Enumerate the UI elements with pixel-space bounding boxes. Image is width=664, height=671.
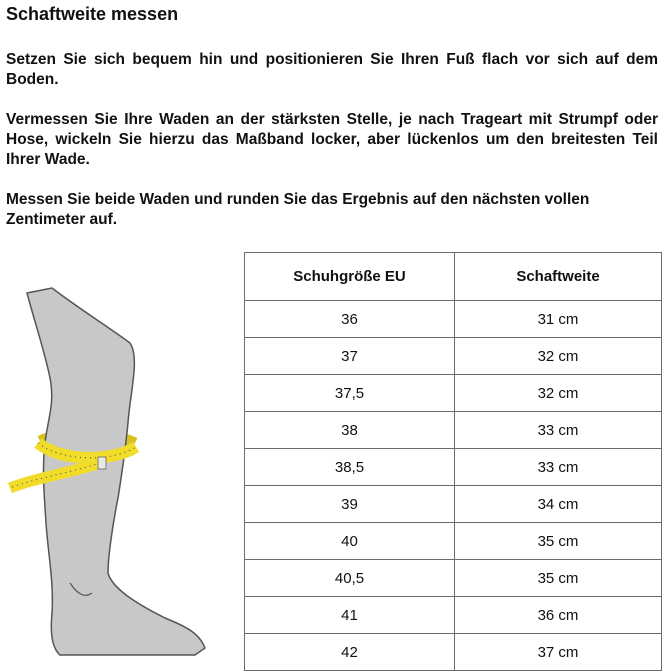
cell-shoe-size: 40 xyxy=(245,523,455,560)
cell-shoe-size: 37 xyxy=(245,338,455,375)
table-row xyxy=(245,301,662,338)
cell-shaft-width: 37 cm xyxy=(455,634,662,671)
instruction-paragraph-3: Messen Sie beide Waden und runden Sie das Ergebnis auf den nächsten vollen Zentimeter auf. xyxy=(6,191,590,228)
table-header-row xyxy=(245,253,662,301)
cell-shoe-size: 37,5 xyxy=(245,375,455,412)
cell-shaft-width: 32 cm xyxy=(455,338,662,375)
cell-shaft-width: 31 cm xyxy=(455,301,662,338)
size-table xyxy=(244,252,662,671)
table-row xyxy=(245,597,662,634)
cell-shoe-size: 39 xyxy=(245,486,455,523)
instruction-paragraph-2: Vermessen Sie Ihre Waden an der stärksten Stelle, je nach Trageart mit Strumpf oder Hose, wickeln Sie hierzu das Maßband locker, aber lückenlos um den breitesten Teil Ihrer Wade. xyxy=(6,111,658,168)
cell-shoe-size: 41 xyxy=(245,597,455,634)
cell-shaft-width: 33 cm xyxy=(455,449,662,486)
table-row xyxy=(245,560,662,597)
cell-shaft-width: 33 cm xyxy=(455,412,662,449)
leg-with-measuring-tape-icon xyxy=(0,283,215,670)
cell-shaft-width: 36 cm xyxy=(455,597,662,634)
cell-shoe-size: 38,5 xyxy=(245,449,455,486)
table-row xyxy=(245,338,662,375)
cell-shoe-size: 36 xyxy=(245,301,455,338)
cell-shoe-size: 40,5 xyxy=(245,560,455,597)
table-row xyxy=(245,449,662,486)
header-shaft-width: Schaftweite xyxy=(455,253,662,301)
cell-shoe-size: 42 xyxy=(245,634,455,671)
cell-shaft-width: 34 cm xyxy=(455,486,662,523)
cell-shaft-width: 35 cm xyxy=(455,523,662,560)
table-row xyxy=(245,412,662,449)
cell-shoe-size: 38 xyxy=(245,412,455,449)
table-row xyxy=(245,523,662,560)
table-row xyxy=(245,375,662,412)
table-row xyxy=(245,486,662,523)
page-title: Schaftweite messen xyxy=(6,4,179,24)
cell-shaft-width: 32 cm xyxy=(455,375,662,412)
header-shoe-size: Schuhgröße EU xyxy=(245,253,455,301)
table-row xyxy=(245,634,662,671)
cell-shaft-width: 35 cm xyxy=(455,560,662,597)
instruction-paragraph-1: Setzen Sie sich bequem hin und positionieren Sie Ihren Fuß flach vor sich auf dem Boden. xyxy=(6,51,658,88)
